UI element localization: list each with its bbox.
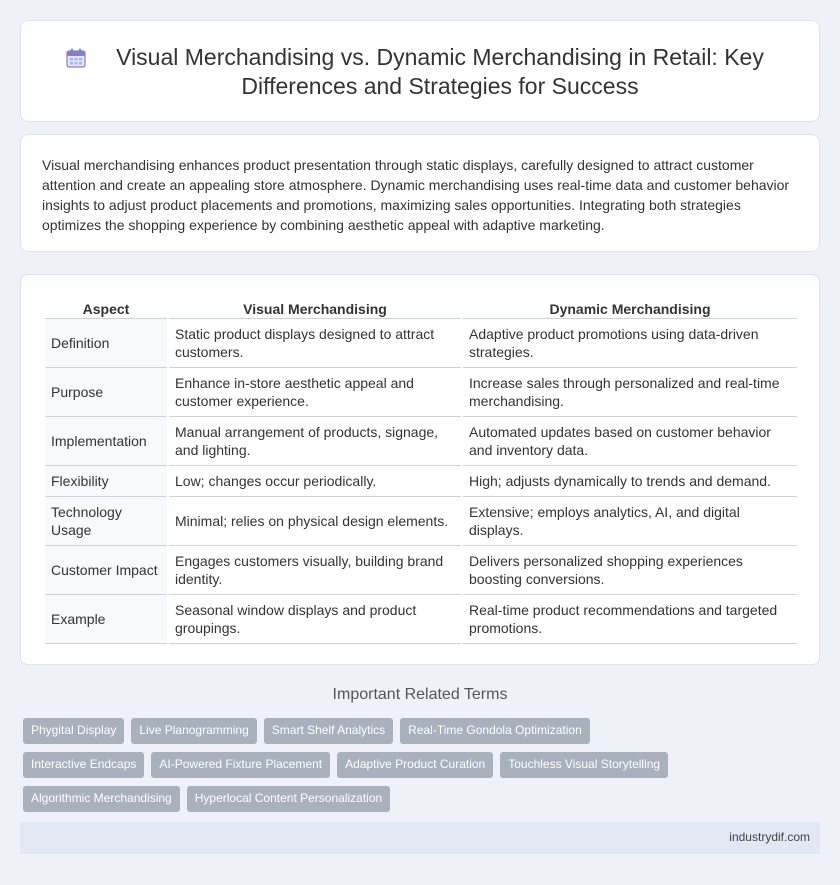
table-row [45,497,797,546]
intro-card [20,134,820,252]
row-dynamic: Automated updates based on customer behavior and inventory data. [463,417,797,466]
table-row [45,466,797,497]
related-term-tag[interactable]: Phygital Display [23,718,124,744]
related-terms-title: Important Related Terms [332,686,508,703]
row-visual: Static product displays designed to attract customers. [169,319,461,368]
related-term-tag[interactable]: Algorithmic Merchandising [23,786,180,812]
related-term-tag[interactable]: Adaptive Product Curation [337,752,493,778]
column-header-aspect: Aspect [45,297,167,319]
row-visual: Manual arrangement of products, signage, and lighting. [169,417,461,466]
row-aspect: Example [45,595,167,644]
row-visual: Low; changes occur periodically. [169,466,461,497]
row-dynamic: Increase sales through personalized and real-time merchandising. [463,368,797,417]
comparison-table [43,297,799,644]
row-aspect: Technology Usage [45,497,167,546]
table-row [45,319,797,368]
row-visual: Engages customers visually, building brand identity. [169,546,461,595]
table-row [45,595,797,644]
related-terms-list [23,718,723,820]
related-term-tag[interactable]: Smart Shelf Analytics [264,718,393,744]
table-row [45,546,797,595]
page-title: Visual Merchandising vs. Dynamic Merchandising in Retail: Key Differences and Strategies for Success [116,44,764,99]
related-term-tag[interactable]: AI-Powered Fixture Placement [151,752,330,778]
related-term-tag[interactable]: Touchless Visual Storytelling [500,752,668,778]
row-dynamic: High; adjusts dynamically to trends and demand. [463,466,797,497]
row-aspect: Purpose [45,368,167,417]
footer [20,822,820,854]
row-aspect: Customer Impact [45,546,167,595]
column-header-visual: Visual Merchandising [169,297,461,319]
row-aspect: Definition [45,319,167,368]
row-dynamic: Delivers personalized shopping experiences boosting conversions. [463,546,797,595]
related-term-tag[interactable]: Live Planogramming [131,718,256,744]
column-header-dynamic: Dynamic Merchandising [463,297,797,319]
table-row [45,368,797,417]
intro-paragraph: Visual merchandising enhances product presentation through static displays, carefully designed to attract customer attention and create an appealing store atmosphere. Dynamic merchandising uses real-time data and customer behavior insights to adjust product placements and promotions, maximizing sales opportunities. Integrating both strategies optimizes the shopping experience by combining aesthetic appeal with adaptive marketing. [42,157,790,233]
footer-site-name[interactable]: industrydif.com [729,830,810,844]
header-card [20,20,820,122]
row-aspect: Implementation [45,417,167,466]
related-term-tag[interactable]: Interactive Endcaps [23,752,144,778]
row-dynamic: Real-time product recommendations and targeted promotions. [463,595,797,644]
row-visual: Minimal; relies on physical design elements. [169,497,461,546]
table-header-row [45,297,797,319]
table-row [45,417,797,466]
row-aspect: Flexibility [45,466,167,497]
row-visual: Seasonal window displays and product groupings. [169,595,461,644]
comparison-card [20,274,820,665]
row-visual: Enhance in-store aesthetic appeal and customer experience. [169,368,461,417]
related-term-tag[interactable]: Hyperlocal Content Personalization [187,786,390,812]
related-term-tag[interactable]: Real-Time Gondola Optimization [400,718,590,744]
row-dynamic: Adaptive product promotions using data-driven strategies. [463,319,797,368]
row-dynamic: Extensive; employs analytics, AI, and digital displays. [463,497,797,546]
